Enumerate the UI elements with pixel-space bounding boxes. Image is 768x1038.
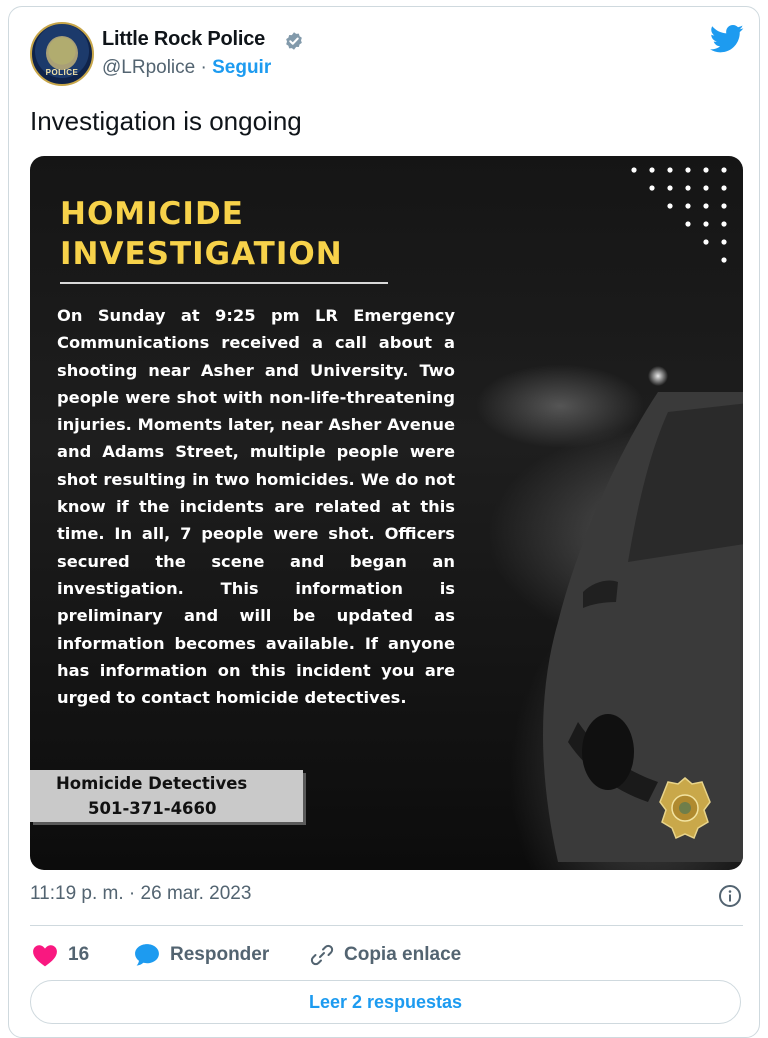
tweet-text: Investigation is ongoing xyxy=(30,106,302,136)
divider xyxy=(30,925,743,926)
reply-bubble-icon xyxy=(134,943,160,967)
copy-link-button[interactable] xyxy=(310,938,461,972)
decorative-dots xyxy=(628,164,738,274)
reply-button[interactable] xyxy=(134,938,269,972)
verified-badge-icon xyxy=(284,31,304,51)
author-handle-line xyxy=(102,57,271,79)
title-underline xyxy=(60,282,388,284)
heart-icon xyxy=(32,943,58,967)
author-name[interactable]: Little Rock Police xyxy=(102,28,266,50)
contact-title: Homicide Detectives xyxy=(56,774,248,793)
reply-label: Responder xyxy=(170,944,270,965)
follow-button[interactable]: Seguir xyxy=(212,57,272,78)
link-icon xyxy=(310,943,334,967)
separator-dot: · xyxy=(200,57,207,78)
read-replies-button[interactable] xyxy=(30,980,741,1024)
info-icon[interactable] xyxy=(718,884,742,908)
copy-link-label: Copia enlace xyxy=(344,944,462,965)
like-count: 16 xyxy=(68,944,90,965)
contact-box xyxy=(30,770,303,822)
avatar-seal xyxy=(46,36,78,70)
tweet-image[interactable] xyxy=(30,156,743,870)
police-car-silhouette xyxy=(538,392,743,862)
image-body-text: On Sunday at 9:25 pm LR Emergency Communications received a call about a shooting near Asher and University. Two people were shot with non-life-threatening injuries. Moments later, near Asher Avenue and Adams Street, multiple people were shot resulting in two homicides. We do not know if the incidents are related at this time. In all, 7 people were shot. Officers secured the scene and began an investigation. This information is preliminary and will be updated as information becomes available. If anyone has information on this incident you are urged to contact homicide detectives. xyxy=(57,306,455,708)
tweet-timestamp[interactable]: 11:19 p. m. · 26 mar. 2023 xyxy=(30,883,252,904)
contact-phone: 501-371-4660 xyxy=(88,799,217,818)
image-title-line1: HOMICIDE xyxy=(60,196,244,232)
read-replies-label: Leer 2 respuestas xyxy=(308,991,463,1012)
image-title xyxy=(60,194,343,274)
police-badge-icon xyxy=(658,776,712,844)
author-handle[interactable]: @LRpolice xyxy=(102,57,196,78)
like-button[interactable] xyxy=(32,938,89,972)
image-title-line2: INVESTIGATION xyxy=(60,236,343,272)
twitter-bird-icon[interactable] xyxy=(710,24,744,54)
action-bar xyxy=(30,938,743,972)
avatar-text: POLICE xyxy=(45,68,79,77)
avatar[interactable] xyxy=(30,22,94,86)
